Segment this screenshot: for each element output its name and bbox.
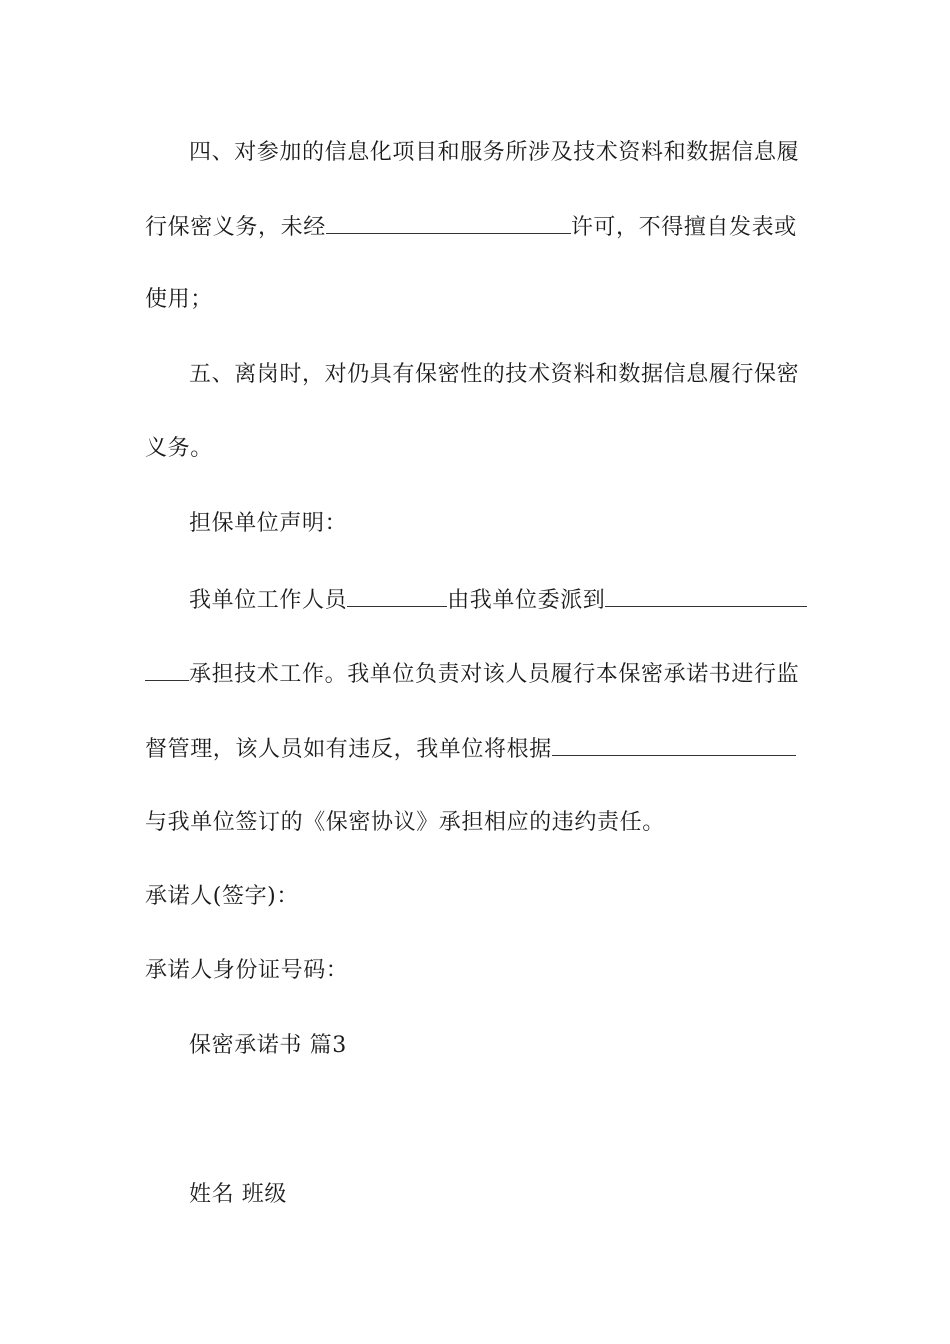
item4-line2 <box>145 211 815 243</box>
guarantor-heading: 担保单位声明： <box>189 511 348 536</box>
blank-assigned-unit <box>605 584 807 607</box>
item4-line2-before: 行保密义务，未经 <box>145 215 326 240</box>
guarantor-line4: 与我单位签订的《保密协议》承担相应的违约责任。 <box>145 810 665 835</box>
section-title: 保密承诺书 篇3 <box>189 1033 347 1058</box>
item4-line1: 四、对参加的信息化项目和服务所涉及技术资料和数据信息履 <box>189 140 800 165</box>
item4-line3: 使用； <box>145 287 213 312</box>
guarantor-line2-text: 承担技术工作。我单位负责对该人员履行本保密承诺书进行监 <box>189 662 800 687</box>
blank-staff-name <box>347 584 447 607</box>
signer-label: 承诺人(签字)： <box>145 884 299 909</box>
id-number-label: 承诺人身份证号码： <box>145 958 349 983</box>
guarantor-line3-text: 督管理，该人员如有违反，我单位将根据 <box>145 737 552 762</box>
guarantor-line2 <box>145 658 815 690</box>
item4-line2-after: 许可，不得擅自发表或 <box>570 215 797 240</box>
name-class-fields: 姓名 班级 <box>189 1182 287 1207</box>
guarantor-line1-a: 我单位工作人员 <box>189 588 348 613</box>
item5-line1: 五、离岗时，对仍具有保密性的技术资料和数据信息履行保密 <box>189 362 800 387</box>
guarantor-line1 <box>189 584 859 616</box>
blank-basis <box>552 733 796 756</box>
item5-line2: 义务。 <box>145 436 213 461</box>
guarantor-line1-b: 由我单位委派到 <box>447 588 606 613</box>
blank-approver <box>326 211 571 234</box>
guarantor-line3 <box>145 733 815 765</box>
blank-assigned-unit-cont <box>145 658 189 681</box>
